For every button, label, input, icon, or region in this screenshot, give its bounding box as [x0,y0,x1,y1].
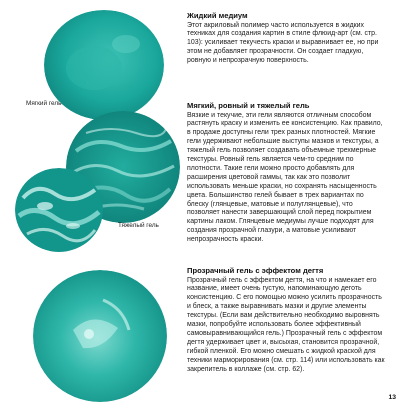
section-title: Мягкий, ровный и тяжелый гель [187,101,310,110]
section-gels [187,101,387,245]
section-body: Прозрачный гель с эффектом дегтя, на что и намекает его название, имеет очень густую, напоминающую деготь консистенцию. С его помощью можно усилить прозрачность и блеск, а также выравнивать мазки и другие элементы текстуры. (Если вам действительно необходимо выровнять мазки, попробуйте использовать более эффективный самовыравнивающийся гель.) Прозрачный гель с эффектом дегтя удерживает цвет и, высыхая, становится прозрачной, гибкой пленкой. Его можно смешать с жидкой краской для техники марморирования (см. стр. 114) или использовать как закрепитель в коллаже (см. стр. 62). [187,276,385,373]
liquid-medium-swatch [44,10,164,120]
section-title: Прозрачный гель с эффектом дегтя [187,266,324,275]
liquid-medium-swatch-graphic [44,10,164,120]
section-clear-tar-gel [187,266,387,374]
soft-gel-caption: Мягкий гель [26,100,62,107]
clear-tar-gel-swatch-graphic [33,270,167,402]
heavy-gel-caption: Тяжелый гель [118,222,159,229]
heavy-gel-swatch-graphic [15,168,103,252]
section-liquid-medium [187,11,387,66]
section-body: Вязкие и текучие, эти гели являются отличным способом растянуть краску и изменить ее консистенцию. Как правило, в продаже доступны гели трех разных плотностей. Мягкие гели удерживают небольшие выступы мазков и текстуры, а тяжелый гель позволяет создавать объемные трехмерные текстуры. Ровный гель является чем-то средним по плотности. Такие гели можно просто добавлять для расширения цветовой гаммы, так как это позволит использовать меньше краски, но сохранять насыщенность цвета. Большинство гелей бывает в трех вариантах по блеску (глянцевые, матовые и полуглянцевые), что позволяет нанести завершающий слой перед покрытием картины лаком. Глянцевые медиумы лучше подходят для создания прозрачной глазури, а матовые усиливают непрозрачность краски. [187,111,383,244]
page-number: 13 [388,394,396,401]
heavy-gel-swatch [15,168,103,252]
section-title: Жидкий медиум [187,11,248,20]
clear-tar-gel-swatch [33,270,167,402]
section-body: Этот акриловый полимер часто используется в жидких техниках для создания картин в стиле флюид-арт (см. стр. 103): усиливает текучесть краски и выравнивает ее, но при этом не добавляет прозрачности. Он создает гладкую, ровную и непрозрачную поверхность. [187,21,379,65]
